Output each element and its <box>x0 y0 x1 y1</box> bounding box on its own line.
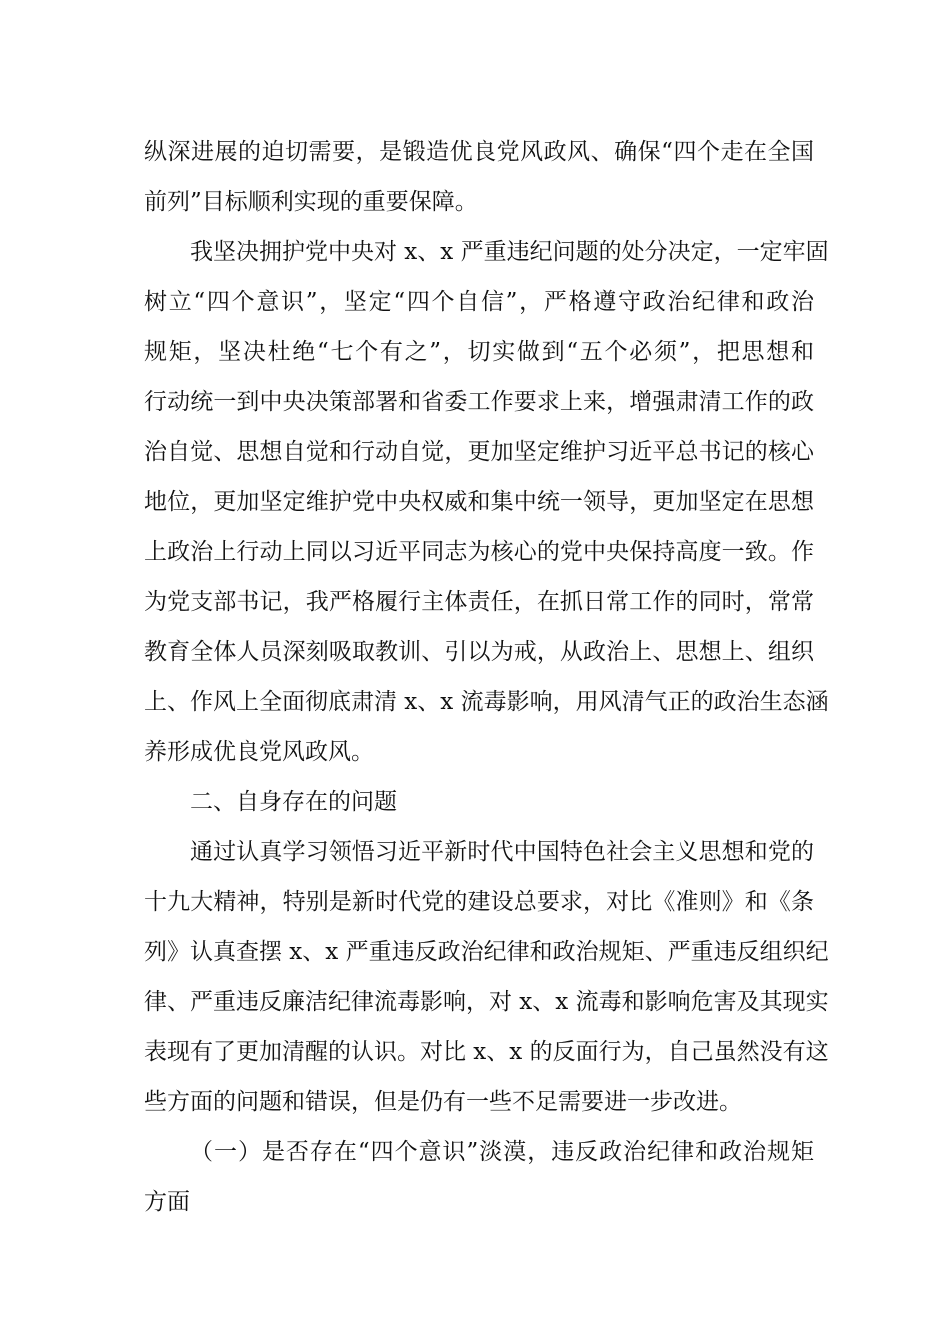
section-heading: 二、自身存在的问题 <box>190 789 397 815</box>
text-line: 规矩，坚决杜绝“七个有之”，切实做到“五个必须”，把思想和 <box>144 339 814 365</box>
text-line: 上、作风上全面彻底肃清 x、x 流毒影响，用风清气正的政治生态涵 <box>144 689 829 715</box>
text-line: 前列”目标顺利实现的重要保障。 <box>144 189 478 215</box>
text-line: 树立“四个意识”，坚定“四个自信”，严格遵守政治纪律和政治 <box>144 289 814 315</box>
text-line: 为党支部书记，我严格履行主体责任，在抓日常工作的同时，常常 <box>144 589 814 615</box>
subsection-heading: （一）是否存在“四个意识”淡漠，违反政治纪律和政治规矩 <box>190 1139 814 1165</box>
text-line: 纵深进展的迫切需要，是锻造优良党风政风、确保“四个走在全国 <box>144 139 814 165</box>
paragraph-first-line: 通过认真学习领悟习近平新时代中国特色社会主义思想和党的 <box>190 839 814 865</box>
text-line: 地位，更加坚定维护党中央权威和集中统一领导，更加坚定在思想 <box>144 489 814 515</box>
text-line: 治自觉、思想自觉和行动自觉，更加坚定维护习近平总书记的核心 <box>144 439 814 465</box>
text-line: 表现有了更加清醒的认识。对比 x、x 的反面行为，自己虽然没有这 <box>144 1039 829 1065</box>
subsection-heading-continued: 方面 <box>144 1189 190 1215</box>
text-line: 养形成优良党风政风。 <box>144 739 374 765</box>
paragraph-first-line: 我坚决拥护党中央对 x、x 严重违纪问题的处分决定，一定牢固 <box>190 239 829 265</box>
text-line: 十九大精神，特别是新时代党的建设总要求，对比《准则》和《条 <box>144 889 814 915</box>
text-line: 教育全体人员深刻吸取教训、引以为戒，从政治上、思想上、组织 <box>144 639 814 665</box>
text-line: 上政治上行动上同以习近平同志为核心的党中央保持高度一致。作 <box>144 539 814 565</box>
text-line: 行动统一到中央决策部署和省委工作要求上来，增强肃清工作的政 <box>144 389 814 415</box>
text-line: 列》认真查摆 x、x 严重违反政治纪律和政治规矩、严重违反组织纪 <box>144 939 829 965</box>
text-line: 律、严重违反廉洁纪律流毒影响，对 x、x 流毒和影响危害及其现实 <box>144 989 829 1015</box>
text-line: 些方面的问题和错误，但是仍有一些不足需要进一步改进。 <box>144 1089 742 1115</box>
